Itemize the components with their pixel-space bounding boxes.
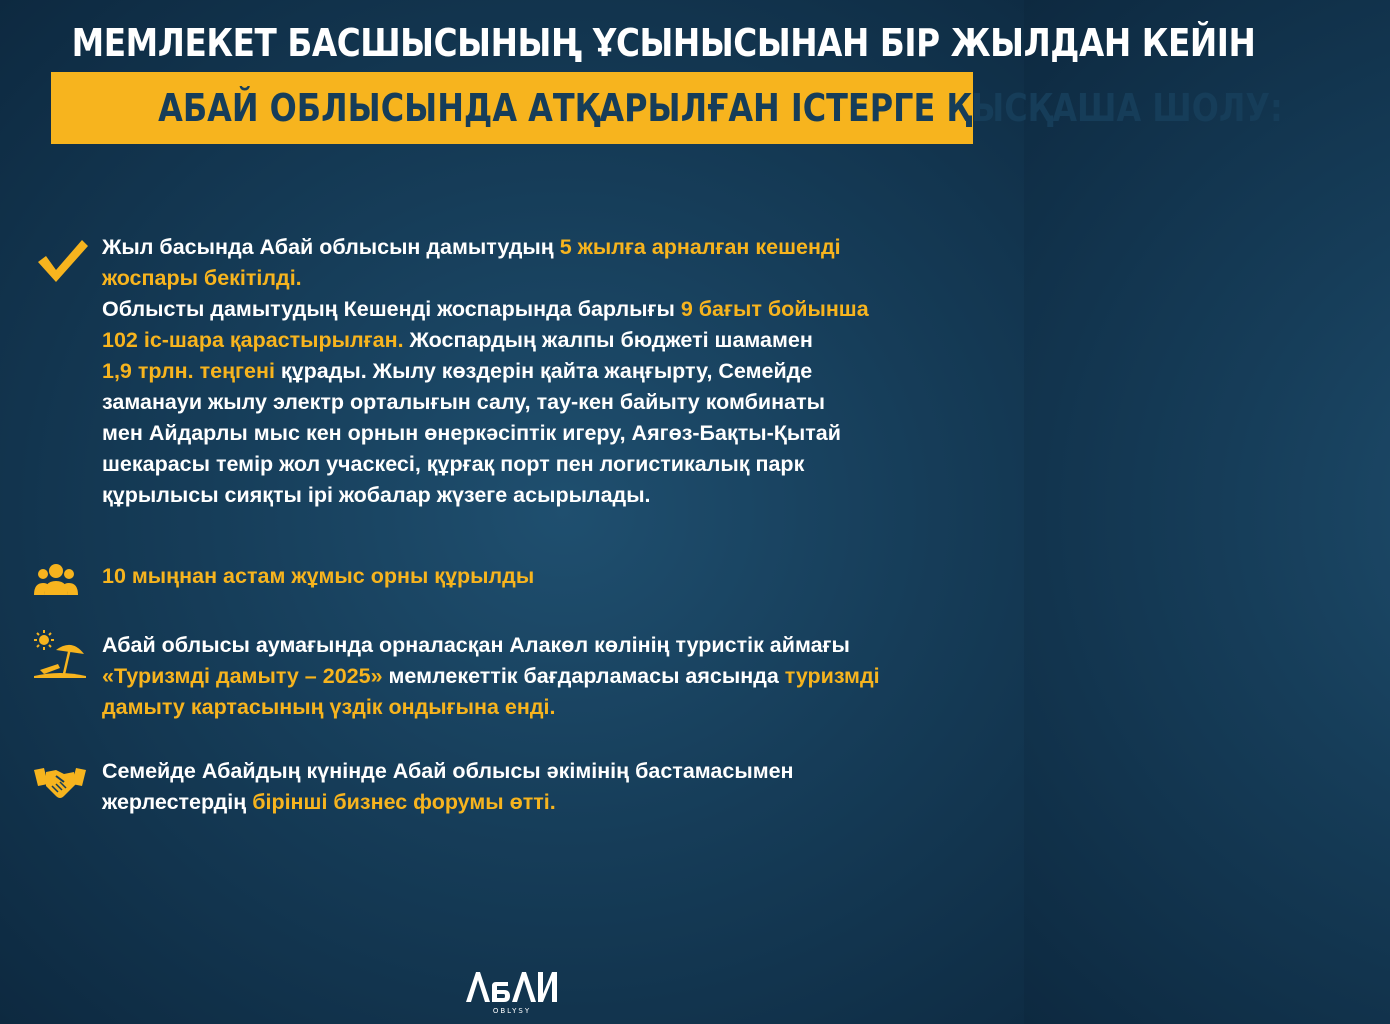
body-text: шекарасы темір жол учаскесі, құрғақ порт пен логистикалық парк — [102, 452, 805, 476]
text-line — [102, 387, 1002, 418]
item-text — [102, 630, 1002, 723]
header — [0, 18, 1283, 130]
header-title-line2: АБАЙ ОБЛЫСЫНДА АТҚАРЫЛҒАН ІСТЕРГЕ ҚЫСҚАША ШОЛУ: — [158, 86, 1283, 130]
text-line — [102, 449, 1002, 480]
text-line — [102, 232, 1002, 263]
handshake-icon — [34, 764, 86, 806]
header-title-line1: МЕМЛЕКЕТ БАСШЫСЫНЫҢ ҰСЫНЫСЫНАН БІР ЖЫЛДАН КЕЙІН — [71, 21, 1256, 65]
text-line — [102, 692, 1002, 723]
body-text: Жоспардың жалпы бюджеті шамамен — [403, 328, 813, 352]
highlighted-text: 5 жылға арналған кешенді — [559, 235, 841, 259]
logo — [462, 966, 562, 1016]
body-text: құрылысы сияқты ірі жобалар жүзеге асырылады. — [102, 483, 651, 507]
people-icon — [34, 561, 78, 597]
body-text: Облысты дамытудың Кешенді жоспарында барлығы — [102, 297, 681, 321]
highlighted-text: 1,9 трлн. теңгені — [102, 359, 275, 383]
text-line — [102, 561, 1002, 592]
text-line — [102, 787, 1002, 818]
text-line — [102, 661, 1002, 692]
body-text: Абай облысы аумағында орналасқан Алакөл көлінің туристік аймағы — [102, 633, 850, 657]
text-line — [102, 480, 1002, 511]
item-text — [102, 561, 1002, 592]
abai-logo-icon — [462, 966, 562, 1016]
highlighted-text: 102 іс-шара қарастырылған. — [102, 328, 404, 352]
highlighted-text: дамыту картасының үздік ондығына енді. — [102, 695, 556, 719]
svg-text:OBLYSY: OBLYSY — [492, 1007, 532, 1015]
body-text: Жыл басында Абай облысын дамытудың — [102, 235, 560, 259]
body-text: Семейде Абайдың күнінде Абай облысы әкімінің бастамасымен — [102, 759, 794, 783]
text-line — [102, 263, 1002, 294]
highlighted-text: жоспары бекітілді. — [102, 266, 302, 290]
checkmark-icon — [34, 236, 90, 286]
text-line — [102, 294, 1002, 325]
beach-umbrella-icon — [34, 630, 86, 680]
item-text — [102, 756, 1002, 818]
highlighted-text: бірінші бизнес форумы өтті. — [252, 790, 556, 814]
highlighted-text: «Туризмді дамыту – 2025» — [102, 664, 383, 688]
text-line — [102, 756, 1002, 787]
body-text: заманауи жылу электр орталығын салу, тау-кен байыту комбинаты — [102, 390, 825, 414]
highlighted-text: 10 мыңнан астам жұмыс орны құрылды — [102, 564, 535, 588]
highlighted-text: 9 бағыт бойынша — [680, 297, 869, 321]
highlighted-text: туризмді — [784, 664, 880, 688]
body-text: жерлестердің — [102, 790, 253, 814]
body-text: мен Айдарлы мыс кен орнын өнеркәсіптік игеру, Аягөз-Бақты-Қытай — [102, 421, 841, 445]
text-line — [102, 418, 1002, 449]
text-line — [102, 325, 1002, 356]
text-line — [102, 356, 1002, 387]
body-text: мемлекеттік бағдарламасы аясында — [382, 664, 785, 688]
text-line — [102, 630, 1002, 661]
item-text — [102, 232, 1002, 511]
body-text: құрады. Жылу көздерін қайта жаңғырту, Семейде — [274, 359, 813, 383]
